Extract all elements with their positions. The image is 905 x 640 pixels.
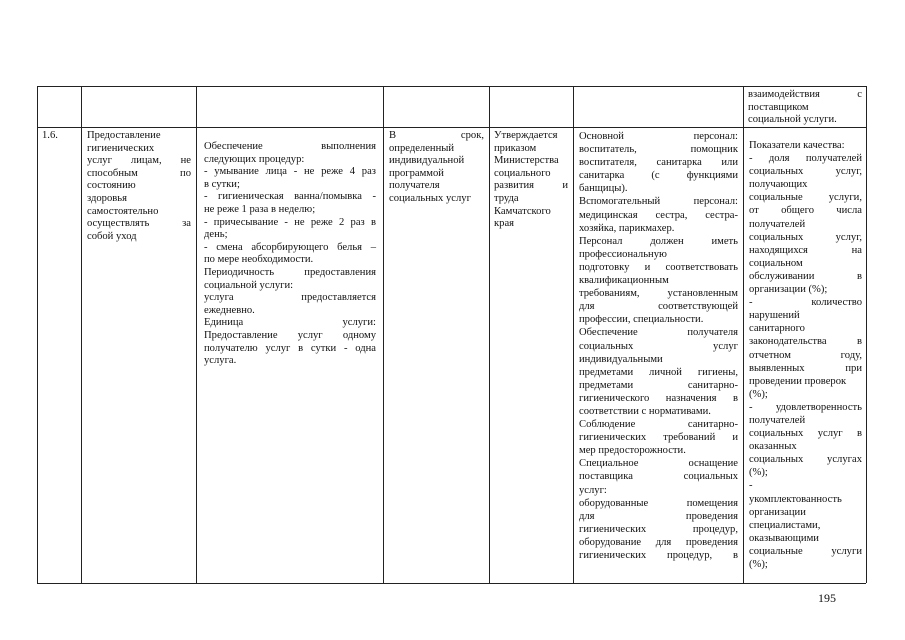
text-line: - причесывание - не реже 2 раз в	[204, 216, 376, 228]
text-line: Основной персонал:	[579, 131, 738, 142]
service-quality-cell	[749, 139, 862, 571]
text-line: Предоставление	[87, 130, 161, 141]
text-line: услуг:	[579, 484, 607, 496]
text-line: оборудование для проведения	[579, 536, 738, 548]
text-line: - смена абсорбирующего белья –	[204, 241, 376, 253]
text-line: предметами санитарно-	[579, 379, 738, 391]
text-line: требованиям, установленным	[579, 288, 738, 300]
text-line: социальные услуги	[749, 545, 862, 557]
col-border	[196, 86, 197, 583]
text-line: Обеспечение получателя	[579, 327, 738, 339]
text-line: хозяйка, парикмахер.	[579, 222, 675, 234]
text-line: - удовлетворенность	[749, 401, 862, 413]
text-line: развития и	[494, 180, 568, 192]
text-line: гигиенических процедур,	[579, 523, 738, 535]
col-border	[383, 86, 384, 583]
text-line: подготовку и соответствовать	[579, 261, 738, 273]
text-line: (%);	[749, 559, 768, 570]
text-line: проведении проверок	[749, 375, 847, 387]
text-line: оказанных	[749, 441, 797, 453]
text-line: социальном	[749, 257, 803, 269]
text-line: социальной услуги.	[748, 114, 837, 126]
text-line: профессиональную	[579, 248, 667, 260]
text-line: соответствии с нормативами.	[579, 405, 711, 417]
text-line: от общего числа	[749, 205, 862, 217]
text-line: воспитатель, помощник	[579, 144, 738, 156]
text-line: индивидуальными	[579, 353, 663, 365]
text-line: Предоставление услуг одному	[204, 329, 376, 341]
text-line: социальных услугах	[749, 454, 862, 466]
text-line: Министерства	[494, 155, 559, 167]
text-line: способным по	[87, 167, 191, 179]
text-line: - гигиеническая ванна/помывка -	[204, 191, 376, 203]
text-line: социальных услуг,	[749, 231, 862, 243]
text-line: поставщика социальных	[579, 471, 738, 483]
text-line: выявленных при	[749, 362, 862, 374]
text-line: - доля получателей	[749, 153, 862, 165]
text-line: гигиенических процедур, в	[579, 550, 738, 561]
service-name-cell	[87, 130, 191, 243]
text-line: законодательства в	[749, 336, 862, 348]
text-line: Обеспечение выполнения	[204, 141, 376, 152]
text-line: организации (%);	[749, 284, 828, 296]
text-line: банщицы).	[579, 183, 628, 195]
text-line: для соответствующей	[579, 301, 738, 313]
text-line: воспитателя, санитарка или	[579, 157, 738, 169]
text-line: находящихся на	[749, 244, 862, 256]
col-border	[37, 86, 38, 583]
text-line: Показатели качества:	[749, 140, 845, 151]
row-divider	[37, 127, 866, 128]
text-line: мер предосторожности.	[579, 445, 686, 457]
text-line: получателей	[749, 218, 806, 230]
text-line: следующих процедур:	[204, 153, 305, 165]
text-line: для проведения	[579, 510, 738, 522]
text-line: в сутки;	[204, 178, 240, 190]
row-number: 1.6.	[42, 130, 58, 141]
text-line: ежедневно.	[204, 304, 255, 316]
text-line: определенный	[389, 142, 455, 154]
text-line: предметами личной гигиены,	[579, 366, 738, 378]
text-line: Специальное оснащение	[579, 458, 738, 470]
service-term-cell	[389, 130, 484, 206]
text-line: медицинская сестра, сестра-	[579, 209, 738, 221]
text-line: программой	[389, 167, 444, 179]
text-line: социальных услуг	[579, 340, 738, 352]
text-line: санитарного	[749, 323, 805, 335]
text-line: получающих	[749, 179, 808, 191]
text-line: услуга.	[204, 355, 237, 367]
text-line: социальных услуг в	[749, 428, 862, 440]
col-border	[81, 86, 82, 583]
row-number-cell	[42, 130, 78, 143]
text-line: Единица услуги:	[204, 317, 376, 329]
text-line: организации	[749, 506, 806, 518]
text-line: социальных услуг	[389, 192, 471, 204]
text-line: -	[749, 480, 753, 492]
col-border	[743, 86, 744, 583]
text-line: Периодичность предоставления	[204, 266, 376, 278]
text-line: не реже 1 раза в неделю;	[204, 203, 316, 215]
service-tariff-cell	[494, 130, 568, 231]
text-line: отчетном году,	[749, 349, 862, 361]
text-line: самостоятельно	[87, 205, 159, 217]
text-line: специалистами,	[749, 519, 821, 531]
text-line: социальной услуги:	[204, 279, 294, 291]
text-line: Утверждается	[494, 130, 558, 141]
text-line: профессии, специальности.	[579, 314, 704, 326]
text-line: взаимодействия с	[748, 89, 862, 100]
text-line: гигиенического назначения в	[579, 392, 738, 404]
text-line: оборудованные помещения	[579, 497, 738, 509]
service-description-cell	[204, 141, 376, 368]
text-line: собой уход	[87, 230, 137, 242]
page-number: 195	[818, 591, 836, 605]
text-line: социальных услуг,	[749, 166, 862, 178]
text-line: поставщиком	[748, 101, 809, 113]
text-line: состоянию	[87, 180, 136, 192]
col-border	[866, 86, 867, 583]
text-line: здоровья	[87, 192, 127, 204]
text-line: приказом	[494, 142, 537, 154]
text-line: гигиенических	[87, 142, 155, 154]
table-top-border	[37, 86, 866, 87]
text-line: Вспомогательный персонал:	[579, 196, 738, 208]
col-border	[573, 86, 574, 583]
text-line: квалификационным	[579, 275, 669, 287]
text-line: обслуживании в	[749, 270, 862, 282]
service-conditions-cell	[579, 130, 738, 562]
text-line: услуг лицам, не	[87, 155, 191, 167]
text-line: края	[494, 218, 515, 230]
text-line: получателей	[749, 414, 806, 426]
text-line: - количество	[749, 297, 862, 309]
text-line: день;	[204, 229, 228, 241]
col-border	[489, 86, 490, 583]
text-line: социальные услуги,	[749, 192, 862, 204]
text-line: осуществлять за	[87, 218, 191, 230]
text-line: оказывающими	[749, 532, 819, 544]
text-line: услуга предоставляется	[204, 292, 376, 304]
text-line: укомплектованность	[749, 493, 842, 505]
text-line: социального	[494, 167, 551, 179]
text-line: санитарка (с функциями	[579, 170, 738, 182]
text-line: (%);	[749, 388, 768, 400]
text-line: (%);	[749, 467, 768, 479]
text-line: - умывание лица - не реже 4 раз	[204, 166, 376, 178]
text-line: получателю услуг в сутки - одна	[204, 342, 376, 354]
text-line: индивидуальной	[389, 155, 465, 167]
table-bottom-border	[37, 583, 866, 584]
text-line: труда	[494, 192, 519, 204]
text-line: Соблюдение санитарно-	[579, 419, 738, 431]
text-line: нарушений	[749, 310, 800, 322]
text-line: по мере необходимости.	[204, 254, 314, 266]
text-line: Камчатского	[494, 205, 551, 217]
text-line: гигиенических требований и	[579, 432, 738, 444]
prev-quality-cell	[748, 89, 862, 127]
text-line: Персонал должен иметь	[579, 235, 738, 247]
text-line: получателя	[389, 180, 440, 192]
text-line: В срок,	[389, 130, 484, 141]
